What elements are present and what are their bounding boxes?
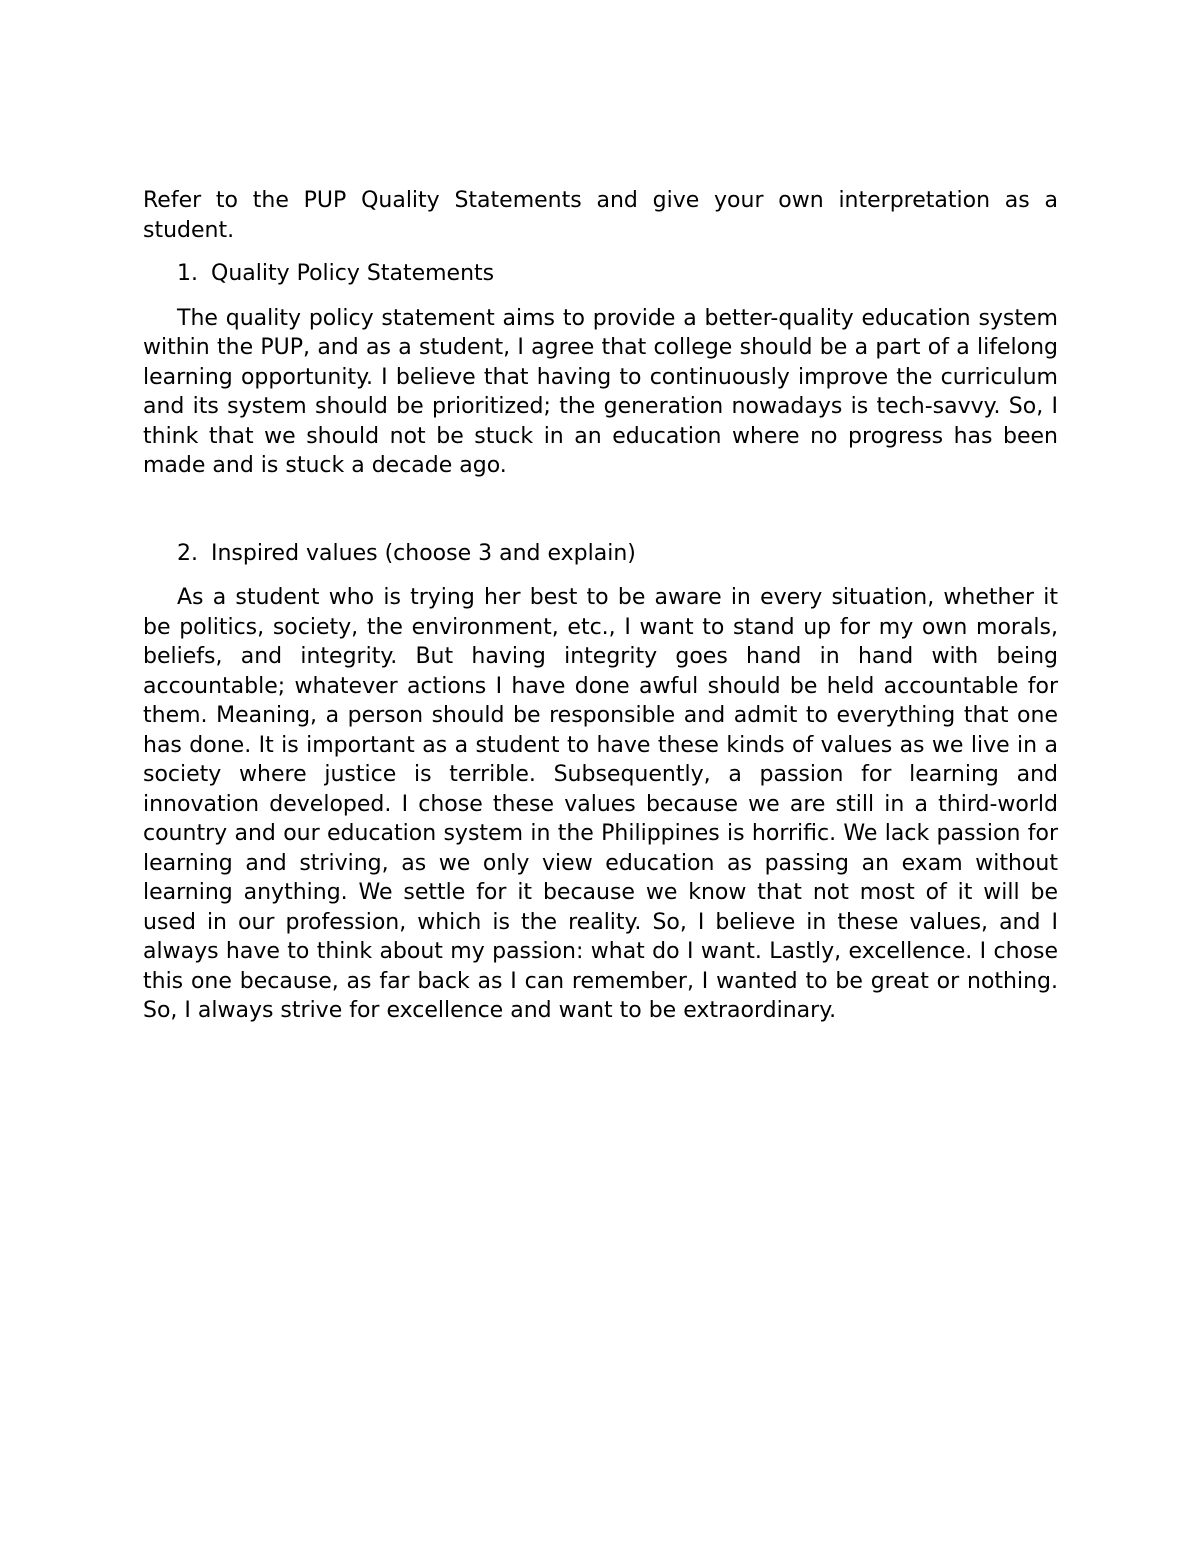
assignment-prompt: Refer to the PUP Quality Statements and give your own interpretation as a student. xyxy=(143,188,1058,243)
section-number: 1. xyxy=(177,261,198,286)
paragraph-spacer xyxy=(143,481,1058,525)
section-heading-inspired-values xyxy=(143,539,1058,569)
document-body xyxy=(143,186,1058,1026)
section-body-inspired-values: As a student who is trying her best to be aware in every situation, whether it be politics, society, the environment, etc., I want to stand up for my own morals, beliefs, and integrity. But having integrity goes hand in hand with being accountable; whatever actions I have done awful should be held accountable for them. Meaning, a person should be responsible and admit to everything that one has done. It is important as a student to have these kinds of values as we live in a society where justice is terrible. Subsequently, a passion for learning and innovation developed. I chose these values because we are still in a third-world country and our education system in the Philippines is horrific. We lack passion for learning and striving, as we only view education as passing an exam without learning anything. We settle for it because we know that not most of it will be used in our profession, which is the reality. So, I believe in these values, and I always have to think about my passion: what do I want. Lastly, excellence. I chose this one because, as far back as I can remember, I wanted to be great or nothing. So, I always strive for excellence and want to be extraordinary. xyxy=(143,585,1058,1023)
section-body-quality-policy: The quality policy statement aims to provide a better-quality education system within the PUP, and as a student, I agree that college should be a part of a lifelong learning opportunity. I believe that having to continuously improve the curriculum and its system should be prioritized; the generation nowadays is tech-savvy. So, I think that we should not be stuck in an education where no progress has been made and is stuck a decade ago. xyxy=(143,305,1058,478)
section-title: Quality Policy Statements xyxy=(211,261,495,286)
section-heading-quality-policy xyxy=(143,259,1058,289)
section-title: Inspired values (choose 3 and explain) xyxy=(211,540,636,566)
section-number: 2. xyxy=(177,540,198,566)
